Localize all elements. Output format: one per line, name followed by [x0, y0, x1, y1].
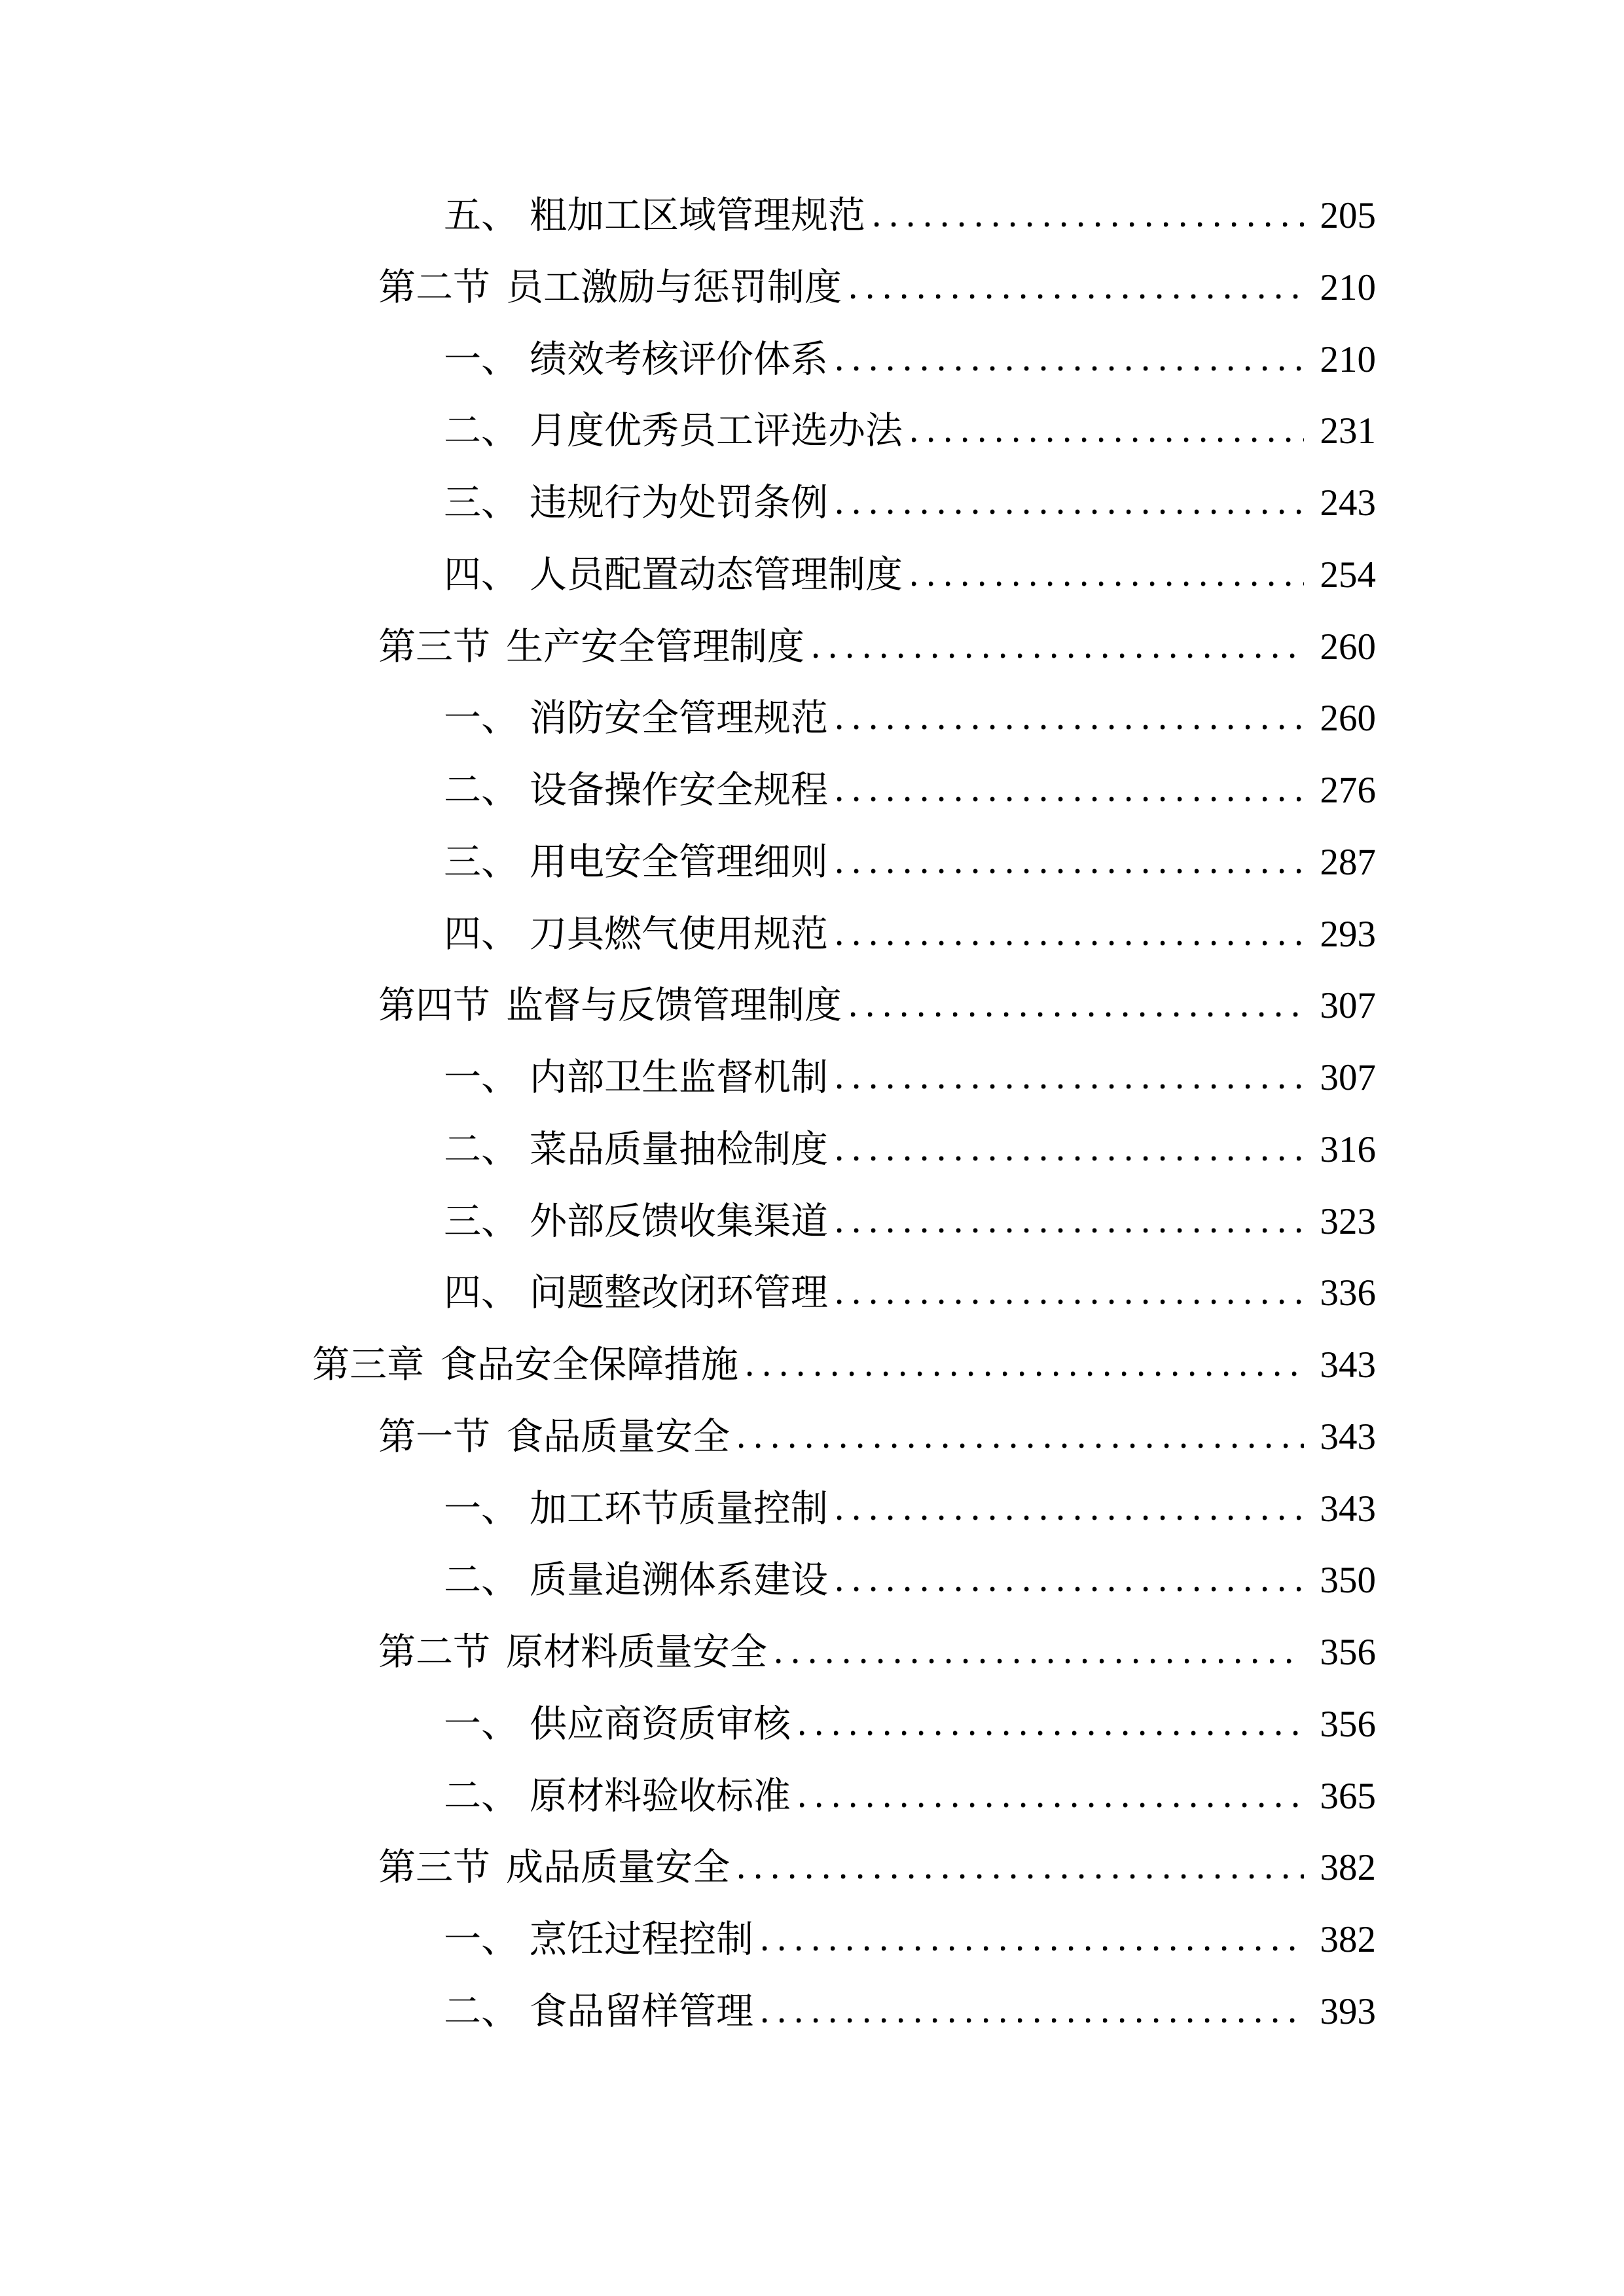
toc-entry-numbering: 三、	[444, 1200, 518, 1242]
toc-entry-page-number: 336	[1320, 1272, 1376, 1314]
toc-entry-chapter[interactable]	[0, 1329, 1376, 1401]
toc-entry-item[interactable]	[0, 755, 1376, 827]
dot-leader	[748, 1371, 1304, 1377]
toc-entry-page-number: 260	[1320, 698, 1376, 740]
toc-entry-item[interactable]	[0, 1114, 1376, 1186]
dot-leader	[851, 293, 1304, 300]
dot-leader	[837, 796, 1304, 802]
toc-entry-page-number: 254	[1320, 554, 1376, 596]
toc-entry-title: 成品质量安全	[506, 1847, 730, 1889]
toc-entry-item[interactable]	[0, 1689, 1376, 1761]
dot-leader	[875, 221, 1304, 228]
toc-entry-numbering: 二、	[444, 410, 518, 452]
toc-entry-title: 食品安全保障措施	[440, 1344, 738, 1386]
toc-entry-numbering: 四、	[444, 1272, 518, 1314]
toc-entry-item[interactable]	[0, 1257, 1376, 1329]
toc-entry-item[interactable]	[0, 1186, 1376, 1258]
toc-entry-page-number: 231	[1320, 410, 1376, 452]
toc-entry-page-number: 243	[1320, 482, 1376, 524]
toc-entry-title: 问题整改闭环管理	[530, 1272, 828, 1314]
toc-entry-numbering: 二、	[444, 1775, 518, 1817]
toc-entry-page-number: 382	[1320, 1847, 1376, 1889]
dot-leader	[837, 868, 1304, 874]
toc-entry-title: 用电安全管理细则	[530, 841, 828, 883]
dot-leader	[837, 1586, 1304, 1592]
dot-leader	[837, 940, 1304, 946]
dot-leader	[837, 365, 1304, 372]
toc-entry-numbering: 一、	[444, 698, 518, 740]
toc-entry-numbering: 第二节	[378, 266, 490, 308]
toc-entry-page-number: 210	[1320, 266, 1376, 308]
toc-entry-numbering: 一、	[444, 1703, 518, 1745]
toc-entry-numbering: 二、	[444, 1560, 518, 1602]
toc-entry-page-number: 356	[1320, 1703, 1376, 1745]
toc-entry-title: 人员配置动态管理制度	[530, 554, 903, 596]
toc-entry-page-number: 287	[1320, 841, 1376, 883]
toc-entry-section[interactable]	[0, 970, 1376, 1042]
toc-entry-title: 内部卫生监督机制	[530, 1057, 828, 1098]
toc-entry-title: 消防安全管理规范	[530, 698, 828, 740]
dot-leader	[837, 724, 1304, 730]
toc-entry-numbering: 四、	[444, 913, 518, 955]
dot-leader	[912, 581, 1304, 587]
dot-leader	[814, 653, 1304, 659]
dot-leader	[837, 1083, 1304, 1090]
toc-entry-title: 食品留样管理	[530, 1990, 753, 2032]
toc-entry-item[interactable]	[0, 683, 1376, 755]
toc-entry-numbering: 二、	[444, 1128, 518, 1170]
toc-entry-page-number: 260	[1320, 626, 1376, 668]
toc-entry-title: 加工环节质量控制	[530, 1488, 828, 1530]
toc-entry-title: 食品质量安全	[506, 1416, 730, 1458]
toc-entry-title: 供应商资质审核	[530, 1703, 791, 1745]
dot-leader	[763, 2017, 1304, 2024]
dot-leader	[739, 1873, 1304, 1880]
toc-entry-page-number: 307	[1320, 1057, 1376, 1098]
toc-entry-page-number: 205	[1320, 195, 1376, 236]
toc-entry-numbering: 第四节	[378, 985, 490, 1027]
dot-leader	[912, 437, 1304, 443]
toc-entry-numbering: 三、	[444, 482, 518, 524]
toc-entry-numbering: 一、	[444, 1057, 518, 1098]
toc-entry-page-number: 343	[1320, 1488, 1376, 1530]
toc-entry-title: 员工激励与惩罚制度	[506, 266, 842, 308]
toc-entry-item[interactable]	[0, 395, 1376, 467]
toc-entry-item[interactable]	[0, 1904, 1376, 1976]
toc-entry-page-number: 323	[1320, 1200, 1376, 1242]
toc-entry-section[interactable]	[0, 1832, 1376, 1904]
toc-entry-section[interactable]	[0, 1401, 1376, 1473]
toc-entry-title: 原材料质量安全	[506, 1632, 767, 1673]
toc-entry-page-number: 307	[1320, 985, 1376, 1027]
toc-entry-numbering: 一、	[444, 1488, 518, 1530]
toc-entry-page-number: 356	[1320, 1632, 1376, 1673]
dot-leader	[837, 1227, 1304, 1234]
toc-entry-numbering: 一、	[444, 338, 518, 380]
toc-entry-section[interactable]	[0, 611, 1376, 683]
dot-leader	[800, 1802, 1304, 1808]
toc-entry-title: 菜品质量抽检制度	[530, 1128, 828, 1170]
toc-entry-page-number: 316	[1320, 1128, 1376, 1170]
toc-entry-item[interactable]	[0, 1042, 1376, 1114]
dot-leader	[837, 1515, 1304, 1521]
dot-leader	[837, 1299, 1304, 1305]
toc-entry-title: 烹饪过程控制	[530, 1919, 753, 1960]
toc-entry-title: 违规行为处罚条例	[530, 482, 828, 524]
toc-entry-numbering: 四、	[444, 554, 518, 596]
toc-entry-page-number: 350	[1320, 1560, 1376, 1602]
toc-entry-title: 监督与反馈管理制度	[506, 985, 842, 1027]
dot-leader	[800, 1730, 1304, 1736]
toc-entry-page-number: 393	[1320, 1990, 1376, 2032]
toc-entry-numbering: 第三节	[378, 1847, 490, 1889]
toc-entry-numbering: 五、	[444, 195, 518, 236]
dot-leader	[739, 1443, 1304, 1449]
toc-entry-numbering: 二、	[444, 770, 518, 811]
toc-entry-item[interactable]	[0, 539, 1376, 611]
toc-entry-item[interactable]	[0, 467, 1376, 539]
toc-entry-numbering: 二、	[444, 1990, 518, 2032]
toc-entry-page-number: 293	[1320, 913, 1376, 955]
toc-entry-page-number: 365	[1320, 1775, 1376, 1817]
toc-entry-section[interactable]	[0, 1617, 1376, 1689]
toc-entry-numbering: 第三章	[312, 1344, 424, 1386]
toc-entry-item[interactable]	[0, 324, 1376, 396]
toc-entry-item[interactable]	[0, 180, 1376, 252]
toc-entry-item[interactable]	[0, 827, 1376, 899]
toc-entry-numbering: 第二节	[378, 1632, 490, 1673]
toc-entry-title: 刀具燃气使用规范	[530, 913, 828, 955]
toc-entry-item[interactable]	[0, 899, 1376, 971]
dot-leader	[763, 1945, 1304, 1952]
toc-entry-numbering: 第三节	[378, 626, 490, 668]
toc-entry-page-number: 210	[1320, 338, 1376, 380]
toc-entry-page-number: 343	[1320, 1344, 1376, 1386]
toc-entry-item[interactable]	[0, 1473, 1376, 1545]
toc-entry-item[interactable]	[0, 1976, 1376, 2048]
toc-entry-title: 生产安全管理制度	[506, 626, 804, 668]
toc-entry-item[interactable]	[0, 1545, 1376, 1617]
dot-leader	[837, 1155, 1304, 1162]
dot-leader	[776, 1658, 1304, 1664]
toc-entry-item[interactable]	[0, 1761, 1376, 1833]
toc-entry-title: 月度优秀员工评选办法	[530, 410, 903, 452]
toc-entry-title: 绩效考核评价体系	[530, 338, 828, 380]
toc-entry-page-number: 276	[1320, 770, 1376, 811]
toc-entry-title: 设备操作安全规程	[530, 770, 828, 811]
toc-list	[0, 180, 1376, 2048]
toc-entry-title: 原材料验收标准	[530, 1775, 791, 1817]
toc-entry-section[interactable]	[0, 252, 1376, 324]
toc-entry-page-number: 382	[1320, 1919, 1376, 1960]
toc-entry-numbering: 第一节	[378, 1416, 490, 1458]
toc-entry-title: 粗加工区域管理规范	[530, 195, 865, 236]
dot-leader	[837, 509, 1304, 515]
toc-entry-title: 质量追溯体系建设	[530, 1560, 828, 1602]
toc-entry-title: 外部反馈收集渠道	[530, 1200, 828, 1242]
dot-leader	[851, 1011, 1304, 1018]
toc-entry-numbering: 三、	[444, 841, 518, 883]
toc-entry-numbering: 一、	[444, 1919, 518, 1960]
toc-entry-page-number: 343	[1320, 1416, 1376, 1458]
